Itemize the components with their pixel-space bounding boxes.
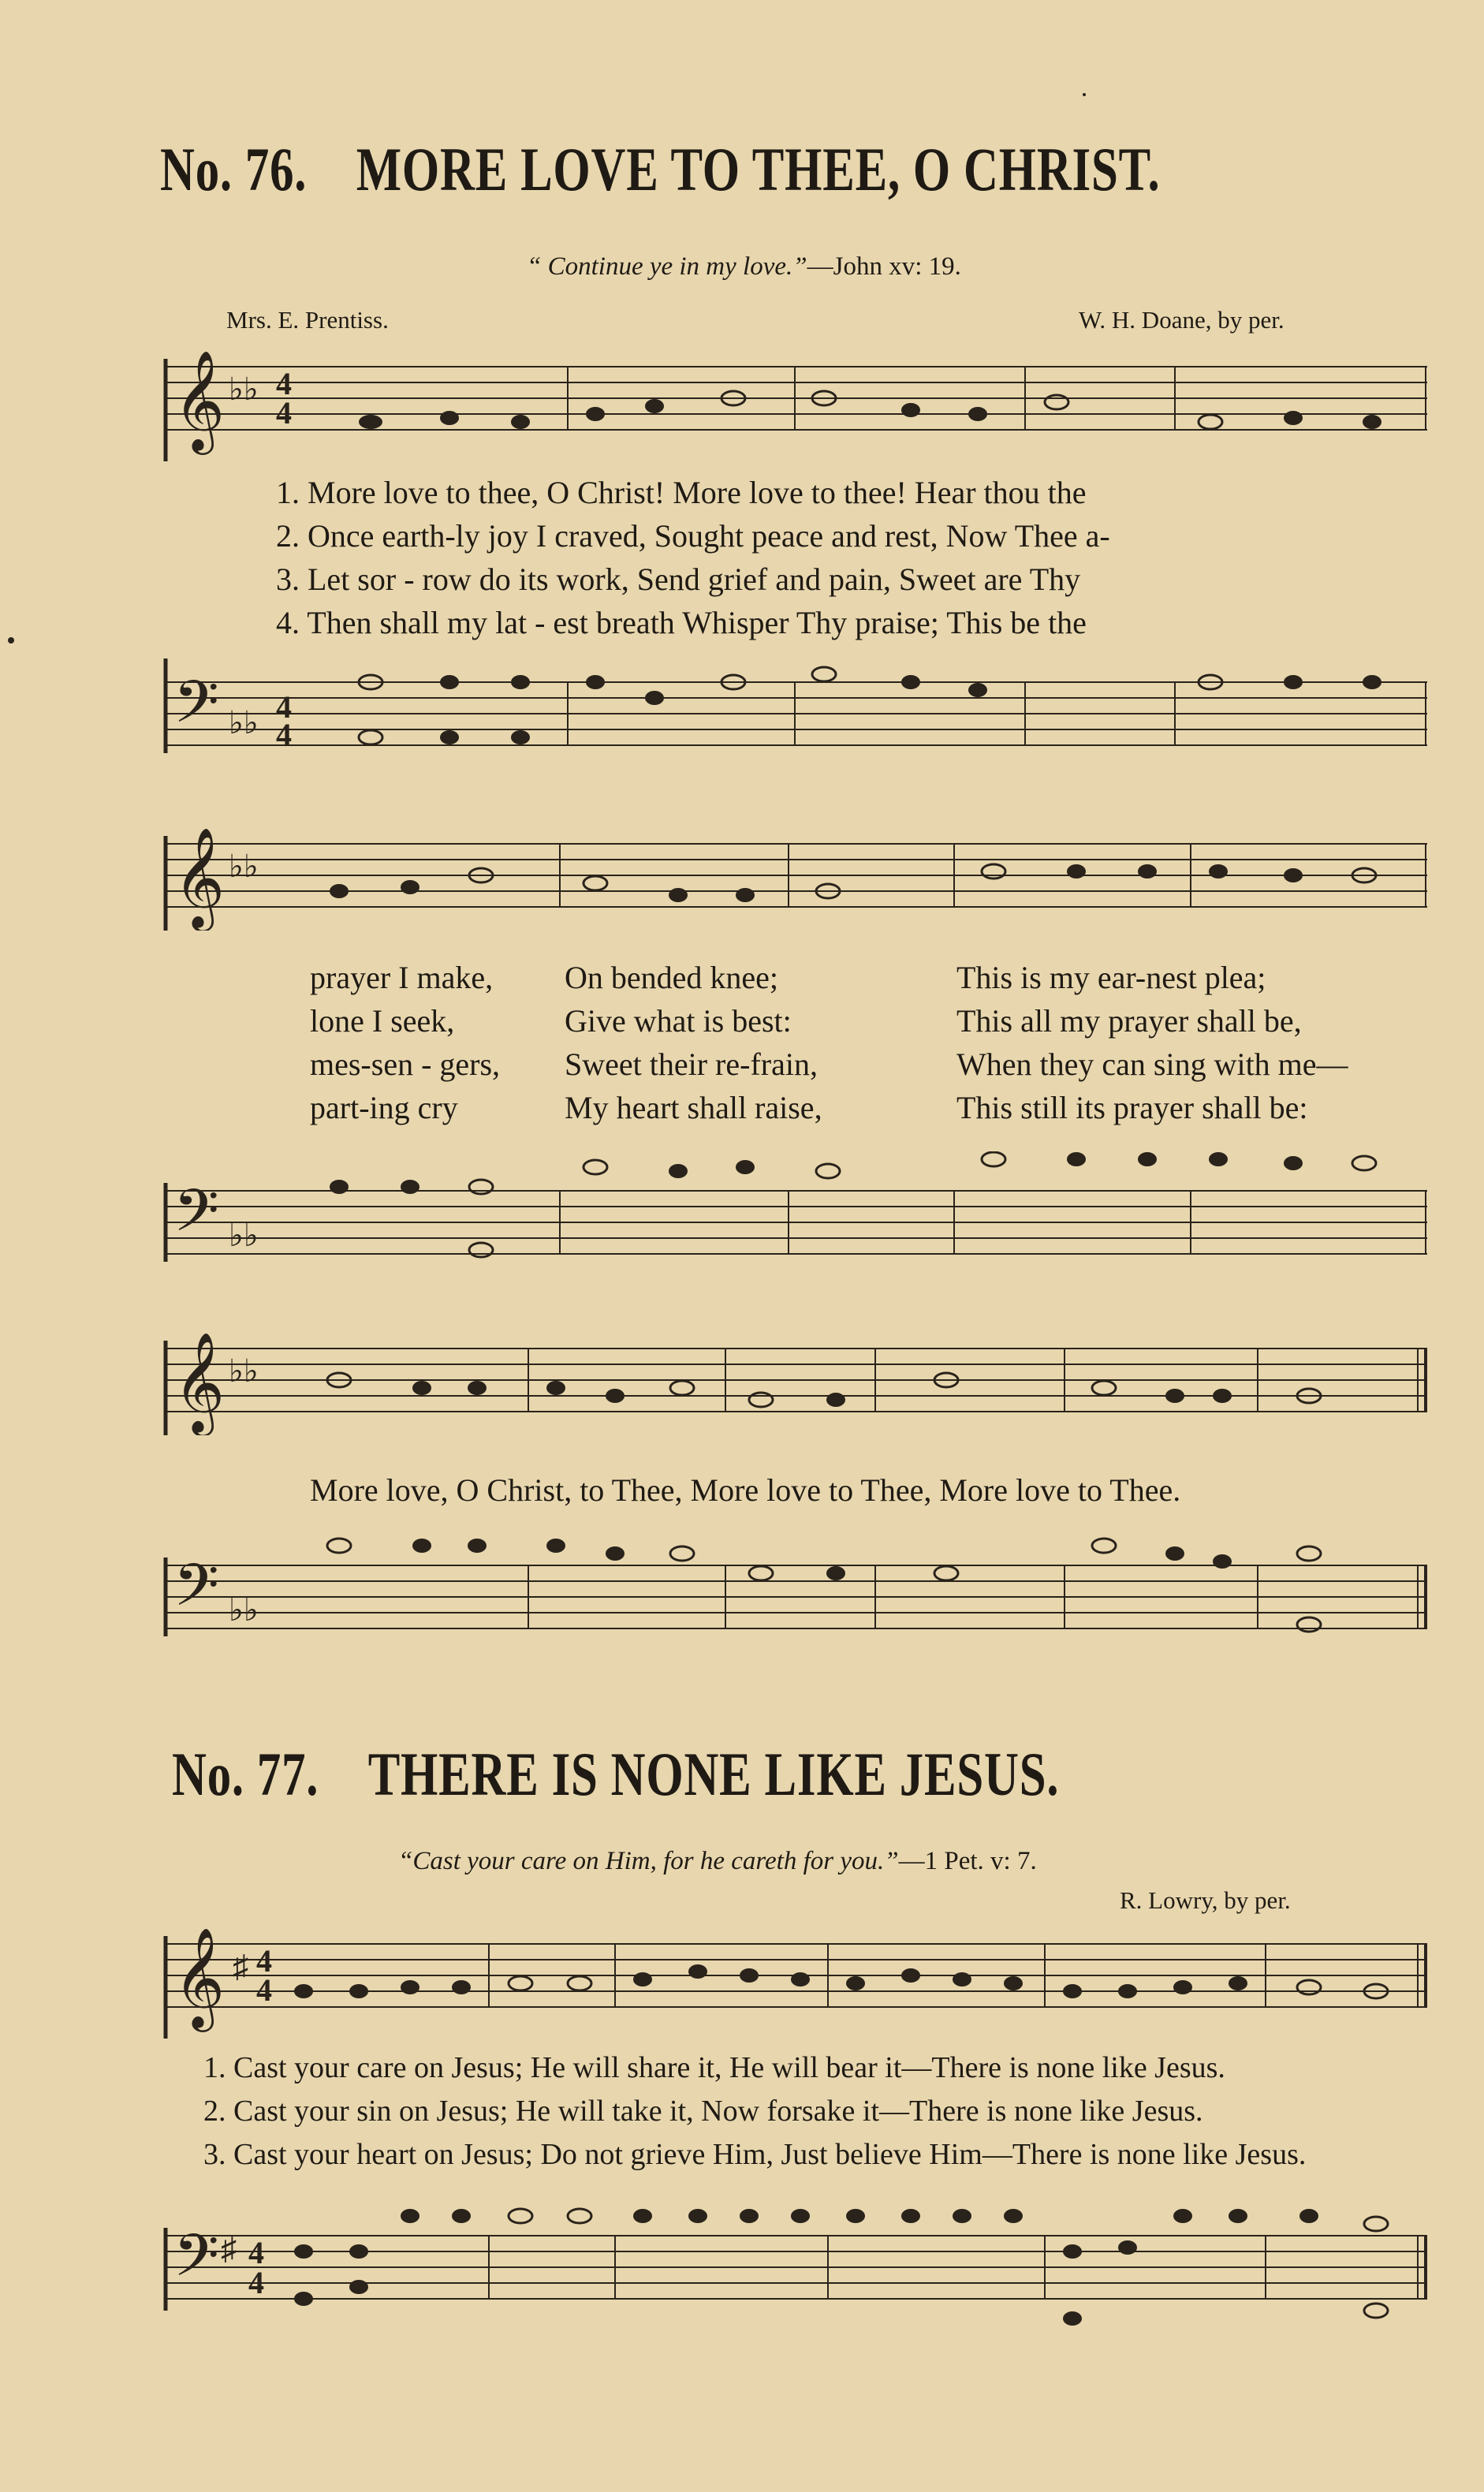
svg-text:𝄞: 𝄞: [173, 1930, 226, 2026]
svg-text:♯: ♯: [233, 1949, 248, 1984]
verse-line: part-ing cry: [310, 1090, 458, 1125]
svg-text:𝄢: 𝄢: [173, 671, 219, 749]
svg-text:♭♭: ♭♭: [229, 1592, 259, 1628]
hymn-76-system-3-bass: [158, 1526, 1435, 1660]
hymn-76-system-1-bass: [158, 658, 1435, 777]
hymn-77-verse-lines: [203, 2046, 1306, 2177]
hymn-77-epigraph: [398, 1847, 1037, 1876]
hymn-76-verse-lines-1: [276, 471, 1110, 644]
svg-text:𝄢: 𝄢: [173, 1180, 219, 1258]
hymn-77-epigraph-quote: “Cast your care on Him, for he careth for you.”: [398, 1847, 899, 1875]
verse-line: 3. Let sor - row do its work, Send grief and pain, Sweet are Thy: [276, 561, 1081, 597]
hymn-77-title-text: THERE IS NONE LIKE JESUS.: [367, 1740, 1060, 1808]
verse-line: 2. Once earth-ly joy I craved, Sought peace and rest, Now Thee a-: [276, 518, 1110, 554]
hymn-76-system-2-treble: [158, 828, 1435, 931]
svg-text:♭♭: ♭♭: [229, 1218, 259, 1253]
svg-text:♯: ♯: [221, 2231, 237, 2266]
svg-text:𝄞: 𝄞: [173, 830, 226, 926]
svg-text:♭♭: ♭♭: [229, 849, 259, 884]
hymn-76-epigraph-quote: “ Continue ye in my love.”: [527, 252, 807, 281]
hymn-77-epigraph-ref: —1 Pet. v: 7.: [898, 1847, 1037, 1875]
svg-text:𝄢: 𝄢: [173, 1554, 219, 1632]
verse-line: 1. More love to thee, O Christ! More love to thee! Hear thou the: [276, 475, 1087, 510]
hymn-76-number: No. 76.: [160, 135, 308, 203]
hymn-77-title: [172, 1739, 1059, 1810]
svg-text:♭♭: ♭♭: [229, 705, 259, 741]
verse-line: prayer I make,: [310, 960, 494, 995]
hymn-76-verse-lines-2c: [956, 956, 1348, 1129]
verse-line: mes-sen - gers,: [310, 1046, 501, 1082]
verse-line: lone I seek,: [310, 1003, 455, 1039]
verse-line: 3. Cast your heart on Jesus; Do not grieve Him, Just believe Him—There is none like Jesus.: [203, 2138, 1307, 2171]
verse-line: This still its prayer shall be:: [956, 1090, 1308, 1125]
svg-text:4: 4: [256, 1943, 272, 1979]
verse-line: On bended knee;: [565, 960, 779, 995]
svg-text:𝄞: 𝄞: [173, 353, 226, 449]
verse-line: This all my prayer shall be,: [956, 1003, 1302, 1039]
page-speck: [8, 637, 14, 644]
svg-text:♭♭: ♭♭: [229, 371, 259, 407]
verse-line: This is my ear-nest plea;: [956, 960, 1266, 995]
svg-text:4: 4: [276, 366, 292, 401]
hymn-77-number: No. 77.: [172, 1740, 319, 1808]
hymn-76-composer: W. H. Doane, by per.: [1079, 306, 1285, 334]
hymn-77-composer: R. Lowry, by per.: [1120, 1886, 1291, 1914]
svg-text:4: 4: [248, 2265, 264, 2300]
hymn-76-refrain: More love, O Christ, to Thee, More love to Thee, More love to Thee.: [310, 1472, 1181, 1508]
verse-line: Sweet their re-frain,: [565, 1046, 818, 1082]
hymn-76-title-text: MORE LOVE TO THEE, O CHRIST.: [356, 135, 1161, 203]
hymn-76-system-1-treble: [158, 351, 1435, 461]
verse-line: Give what is best:: [565, 1003, 792, 1039]
page-speck: [1083, 93, 1086, 96]
svg-text:4: 4: [276, 689, 292, 725]
hymn-77-bass: [158, 2200, 1435, 2326]
svg-text:4: 4: [256, 1972, 272, 2008]
hymn-76-epigraph-ref: —John xv: 19.: [807, 252, 961, 281]
hymn-76-epigraph: [527, 252, 961, 282]
verse-line: When they can sing with me—: [956, 1046, 1348, 1082]
verse-line: 2. Cast your sin on Jesus; He will take it, Now forsake it—There is none like Jesus.: [203, 2095, 1203, 2128]
hymn-76-system-3-treble: [158, 1333, 1435, 1435]
verse-line: 1. Cast your care on Jesus; He will share it, He will bear it—There is none like Jesus.: [203, 2051, 1225, 2084]
hymn-77-treble: [158, 1928, 1435, 2039]
svg-text:𝄢: 𝄢: [173, 2225, 219, 2303]
svg-text:𝄞: 𝄞: [173, 1334, 226, 1431]
hymn-76-system-2-bass: [158, 1151, 1435, 1270]
hymn-76-author: Mrs. E. Prentiss.: [226, 306, 389, 334]
svg-text:♭♭: ♭♭: [229, 1353, 259, 1389]
hymn-76-verse-lines-2a: [310, 956, 500, 1129]
verse-line: My heart shall raise,: [565, 1090, 822, 1125]
hymn-76-verse-lines-2b: [565, 956, 822, 1129]
svg-text:4: 4: [248, 2235, 264, 2270]
verse-line: 4. Then shall my lat - est breath Whisper Thy praise; This be the: [276, 605, 1087, 640]
svg-text:4: 4: [276, 395, 292, 431]
svg-text:4: 4: [276, 717, 292, 752]
hymn-76-title: [160, 134, 1160, 205]
